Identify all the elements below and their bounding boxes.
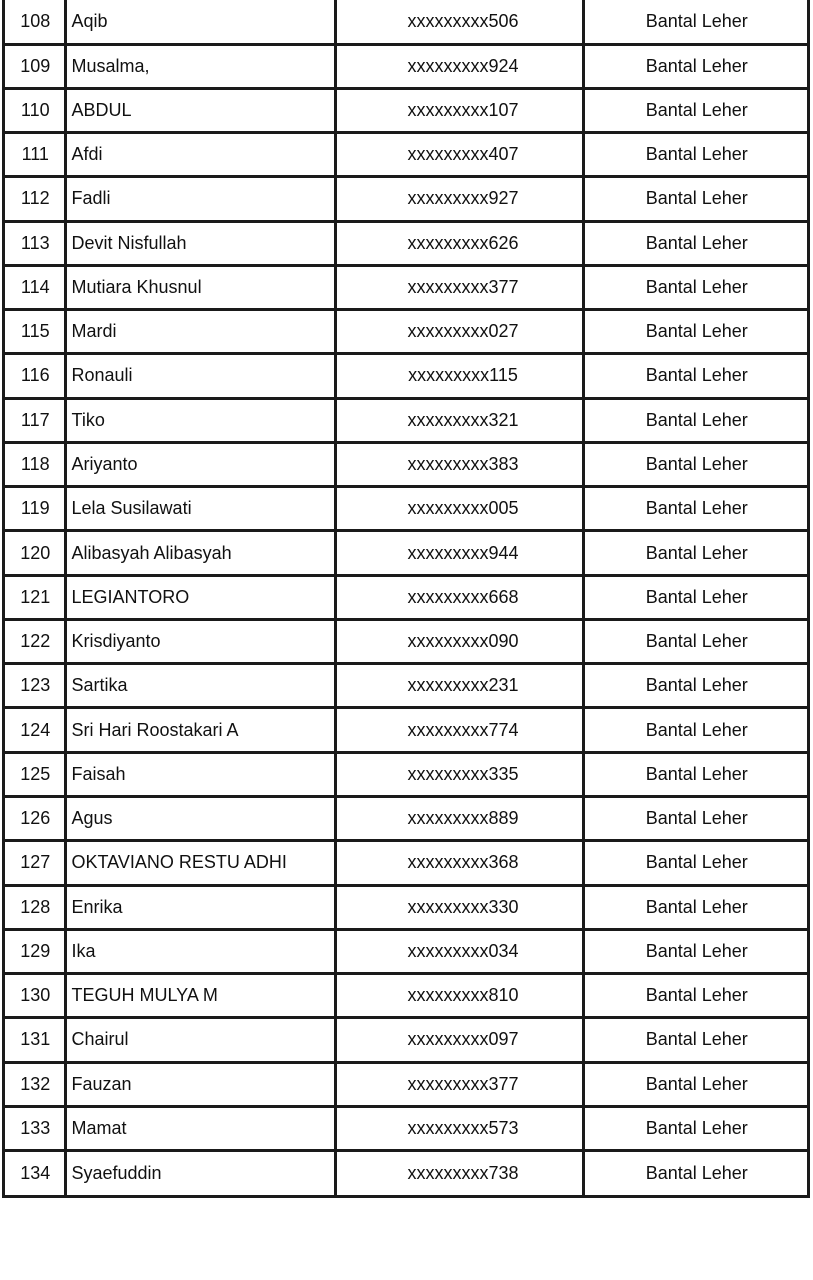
masked-id: xxxxxxxxx330 <box>335 885 583 929</box>
table-row <box>5 708 807 752</box>
row-number: 120 <box>5 531 65 575</box>
table-row <box>5 797 807 841</box>
masked-id: xxxxxxxxx377 <box>335 265 583 309</box>
table-row <box>5 974 807 1018</box>
row-number: 130 <box>5 974 65 1018</box>
masked-id: xxxxxxxxx368 <box>335 841 583 885</box>
recipient-table-grid <box>5 0 807 1195</box>
masked-id: xxxxxxxxx090 <box>335 619 583 663</box>
recipient-name: Enrika <box>65 885 335 929</box>
item-name: Bantal Leher <box>583 708 807 752</box>
row-number: 132 <box>5 1062 65 1106</box>
row-number: 121 <box>5 575 65 619</box>
item-name: Bantal Leher <box>583 133 807 177</box>
item-name: Bantal Leher <box>583 619 807 663</box>
masked-id: xxxxxxxxx027 <box>335 310 583 354</box>
row-number: 127 <box>5 841 65 885</box>
masked-id: xxxxxxxxx115 <box>335 354 583 398</box>
item-name: Bantal Leher <box>583 752 807 796</box>
table-row <box>5 1062 807 1106</box>
item-name: Bantal Leher <box>583 664 807 708</box>
masked-id: xxxxxxxxx626 <box>335 221 583 265</box>
table-row <box>5 619 807 663</box>
table-row <box>5 575 807 619</box>
recipient-name: Ronauli <box>65 354 335 398</box>
row-number: 134 <box>5 1151 65 1195</box>
item-name: Bantal Leher <box>583 1062 807 1106</box>
row-number: 133 <box>5 1106 65 1150</box>
row-number: 128 <box>5 885 65 929</box>
row-number: 129 <box>5 929 65 973</box>
masked-id: xxxxxxxxx407 <box>335 133 583 177</box>
recipient-name: OKTAVIANO RESTU ADHI <box>65 841 335 885</box>
item-name: Bantal Leher <box>583 1151 807 1195</box>
recipient-name: LEGIANTORO <box>65 575 335 619</box>
table-row <box>5 1106 807 1150</box>
row-number: 112 <box>5 177 65 221</box>
recipient-name: ABDUL <box>65 88 335 132</box>
table-row <box>5 841 807 885</box>
masked-id: xxxxxxxxx944 <box>335 531 583 575</box>
item-name: Bantal Leher <box>583 885 807 929</box>
item-name: Bantal Leher <box>583 1018 807 1062</box>
item-name: Bantal Leher <box>583 398 807 442</box>
recipient-name: Musalma, <box>65 44 335 88</box>
masked-id: xxxxxxxxx924 <box>335 44 583 88</box>
item-name: Bantal Leher <box>583 44 807 88</box>
item-name: Bantal Leher <box>583 0 807 44</box>
recipient-name: Sartika <box>65 664 335 708</box>
item-name: Bantal Leher <box>583 177 807 221</box>
row-number: 122 <box>5 619 65 663</box>
row-number: 124 <box>5 708 65 752</box>
recipient-name: Mutiara Khusnul <box>65 265 335 309</box>
masked-id: xxxxxxxxx005 <box>335 487 583 531</box>
table-row <box>5 885 807 929</box>
masked-id: xxxxxxxxx231 <box>335 664 583 708</box>
table-row <box>5 664 807 708</box>
masked-id: xxxxxxxxx383 <box>335 442 583 486</box>
item-name: Bantal Leher <box>583 487 807 531</box>
table-row <box>5 752 807 796</box>
item-name: Bantal Leher <box>583 310 807 354</box>
masked-id: xxxxxxxxx107 <box>335 88 583 132</box>
recipient-name: Lela Susilawati <box>65 487 335 531</box>
table-row <box>5 354 807 398</box>
item-name: Bantal Leher <box>583 354 807 398</box>
recipient-table <box>2 0 810 1198</box>
item-name: Bantal Leher <box>583 974 807 1018</box>
item-name: Bantal Leher <box>583 265 807 309</box>
recipient-name: Ariyanto <box>65 442 335 486</box>
recipient-name: Agus <box>65 797 335 841</box>
item-name: Bantal Leher <box>583 797 807 841</box>
masked-id: xxxxxxxxx774 <box>335 708 583 752</box>
recipient-name: Devit Nisfullah <box>65 221 335 265</box>
table-row <box>5 0 807 44</box>
recipient-name: Mamat <box>65 1106 335 1150</box>
recipient-name: Tiko <box>65 398 335 442</box>
row-number: 125 <box>5 752 65 796</box>
item-name: Bantal Leher <box>583 575 807 619</box>
table-row <box>5 1018 807 1062</box>
table-row <box>5 177 807 221</box>
table-row <box>5 398 807 442</box>
row-number: 108 <box>20 10 51 31</box>
recipient-name: Fauzan <box>65 1062 335 1106</box>
table-row <box>5 442 807 486</box>
table-row <box>5 88 807 132</box>
row-number: 109 <box>5 44 65 88</box>
masked-id: xxxxxxxxx889 <box>335 797 583 841</box>
recipient-name: Aqib <box>65 0 335 44</box>
row-number: 110 <box>5 88 65 132</box>
recipient-name: Ika <box>65 929 335 973</box>
table-row <box>5 1151 807 1195</box>
recipient-name: Syaefuddin <box>65 1151 335 1195</box>
recipient-name: Chairul <box>65 1018 335 1062</box>
masked-id: xxxxxxxxx810 <box>335 974 583 1018</box>
item-name: Bantal Leher <box>583 221 807 265</box>
recipient-name: Mardi <box>65 310 335 354</box>
recipient-name: TEGUH MULYA M <box>65 974 335 1018</box>
row-number: 126 <box>5 797 65 841</box>
masked-id: xxxxxxxxx321 <box>335 398 583 442</box>
recipient-name: Alibasyah Alibasyah <box>65 531 335 575</box>
masked-id: xxxxxxxxx034 <box>335 929 583 973</box>
table-row <box>5 310 807 354</box>
recipient-name: Sri Hari Roostakari A <box>65 708 335 752</box>
table-body <box>5 0 807 1195</box>
recipient-name: Krisdiyanto <box>65 619 335 663</box>
table-row <box>5 221 807 265</box>
row-number: 117 <box>5 398 65 442</box>
row-number: 115 <box>5 310 65 354</box>
item-name: Bantal Leher <box>583 531 807 575</box>
table-row <box>5 44 807 88</box>
masked-id: xxxxxxxxx097 <box>335 1018 583 1062</box>
masked-id: xxxxxxxxx738 <box>335 1151 583 1195</box>
masked-id: xxxxxxxxx506 <box>335 0 583 44</box>
table-row <box>5 133 807 177</box>
recipient-name: Fadli <box>65 177 335 221</box>
recipient-name: Faisah <box>65 752 335 796</box>
table-row <box>5 929 807 973</box>
table-row <box>5 487 807 531</box>
recipient-name: Afdi <box>65 133 335 177</box>
row-number: 114 <box>5 265 65 309</box>
item-name: Bantal Leher <box>583 929 807 973</box>
row-number: 113 <box>5 221 65 265</box>
row-number: 116 <box>5 354 65 398</box>
masked-id: xxxxxxxxx668 <box>335 575 583 619</box>
masked-id: xxxxxxxxx335 <box>335 752 583 796</box>
item-name: Bantal Leher <box>583 88 807 132</box>
row-number: 119 <box>5 487 65 531</box>
row-number: 123 <box>5 664 65 708</box>
row-number: 111 <box>5 133 65 177</box>
table-row <box>5 265 807 309</box>
masked-id: xxxxxxxxx573 <box>335 1106 583 1150</box>
item-name: Bantal Leher <box>583 841 807 885</box>
item-name: Bantal Leher <box>583 1106 807 1150</box>
masked-id: xxxxxxxxx927 <box>335 177 583 221</box>
item-name: Bantal Leher <box>583 442 807 486</box>
row-number: 118 <box>5 442 65 486</box>
row-number: 131 <box>5 1018 65 1062</box>
masked-id: xxxxxxxxx377 <box>335 1062 583 1106</box>
table-row <box>5 531 807 575</box>
